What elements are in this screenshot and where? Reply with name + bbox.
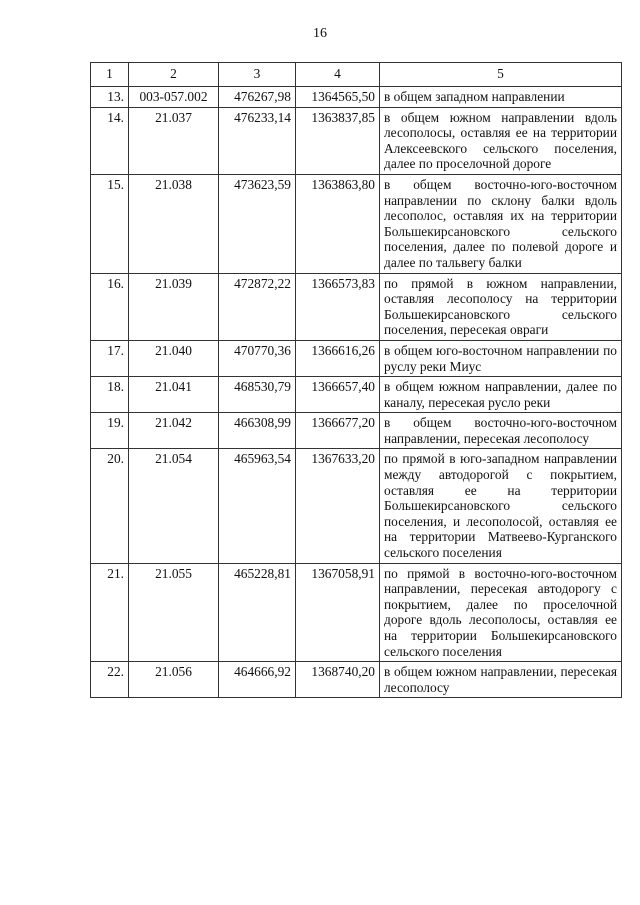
coordinate-y: 1366573,83	[296, 273, 380, 340]
boundary-description: по прямой в южном направлении, оставляя лесополосу на территории Большекирсановского сельского поселения, пересекая овраги	[380, 273, 622, 340]
boundary-description: в общем западном направлении	[380, 87, 622, 108]
boundary-points-table	[90, 62, 622, 698]
table-row	[91, 377, 622, 413]
row-number: 22.	[91, 662, 129, 698]
page-number: 16	[313, 26, 327, 41]
coordinate-x: 466308,99	[219, 413, 296, 449]
row-number: 15.	[91, 174, 129, 273]
coordinate-y: 1367633,20	[296, 449, 380, 563]
boundary-description: в общем южном направлении, пересекая лесополосу	[380, 662, 622, 698]
row-number: 16.	[91, 273, 129, 340]
table-row	[91, 563, 622, 662]
point-id: 21.055	[129, 563, 219, 662]
row-number: 20.	[91, 449, 129, 563]
coordinate-y: 1366677,20	[296, 413, 380, 449]
boundary-description: в общем юго-восточном направлении по руслу реки Миус	[380, 340, 622, 376]
coordinate-y: 1368740,20	[296, 662, 380, 698]
boundary-description: в общем южном направлении, далее по каналу, пересекая русло реки	[380, 377, 622, 413]
column-header-3: 3	[219, 63, 296, 87]
point-id: 21.037	[129, 107, 219, 174]
point-id: 003-057.002	[129, 87, 219, 108]
table-header-row	[91, 63, 622, 87]
table-row	[91, 87, 622, 108]
point-id: 21.054	[129, 449, 219, 563]
table-row	[91, 449, 622, 563]
coordinate-x: 472872,22	[219, 273, 296, 340]
column-header-5: 5	[380, 63, 622, 87]
boundary-description: по прямой в восточно-юго-восточном направлении, пересекая автодорогу с покрытием, далее по проселочной дороге вдоль лесополосы, оставляя ее на территории Большекирсановского сельского поселения	[380, 563, 622, 662]
coordinate-y: 1363863,80	[296, 174, 380, 273]
coordinate-x: 465963,54	[219, 449, 296, 563]
table-row	[91, 662, 622, 698]
coordinate-x: 470770,36	[219, 340, 296, 376]
coordinate-y: 1366657,40	[296, 377, 380, 413]
point-id: 21.040	[129, 340, 219, 376]
boundary-description: в общем восточно-юго-восточном направлении по склону балки вдоль лесополос, оставляя их на территории Большекирсановского сельского поселения, далее по полевой дороге и далее по тальвегу балки	[380, 174, 622, 273]
column-header-4: 4	[296, 63, 380, 87]
coordinate-x: 476233,14	[219, 107, 296, 174]
point-id: 21.041	[129, 377, 219, 413]
coordinate-y: 1364565,50	[296, 87, 380, 108]
table-row	[91, 340, 622, 376]
column-header-1: 1	[91, 63, 129, 87]
coordinate-y: 1366616,26	[296, 340, 380, 376]
row-number: 17.	[91, 340, 129, 376]
boundary-description: в общем южном направлении вдоль лесополосы, оставляя ее на территории Алексеевского сельского поселения, далее по проселочной дороге	[380, 107, 622, 174]
row-number: 19.	[91, 413, 129, 449]
table-row	[91, 107, 622, 174]
coordinate-y: 1367058,91	[296, 563, 380, 662]
coordinate-x: 468530,79	[219, 377, 296, 413]
coordinate-x: 473623,59	[219, 174, 296, 273]
row-number: 14.	[91, 107, 129, 174]
boundary-description: в общем восточно-юго-восточном направлении, пересекая лесополосу	[380, 413, 622, 449]
point-id: 21.038	[129, 174, 219, 273]
point-id: 21.039	[129, 273, 219, 340]
point-id: 21.042	[129, 413, 219, 449]
coordinate-x: 464666,92	[219, 662, 296, 698]
column-header-2: 2	[129, 63, 219, 87]
coordinate-x: 465228,81	[219, 563, 296, 662]
row-number: 18.	[91, 377, 129, 413]
row-number: 21.	[91, 563, 129, 662]
coordinate-y: 1363837,85	[296, 107, 380, 174]
coordinate-x: 476267,98	[219, 87, 296, 108]
table-row	[91, 273, 622, 340]
point-id: 21.056	[129, 662, 219, 698]
table-row	[91, 413, 622, 449]
row-number: 13.	[91, 87, 129, 108]
boundary-description: по прямой в юго-западном направлении между автодорогой с покрытием, оставляя ее на территории Большекирсановского сельского поселения, и лесополосой, оставляя ее на территории Матвеево-Курганского сельского поселения	[380, 449, 622, 563]
table-row	[91, 174, 622, 273]
